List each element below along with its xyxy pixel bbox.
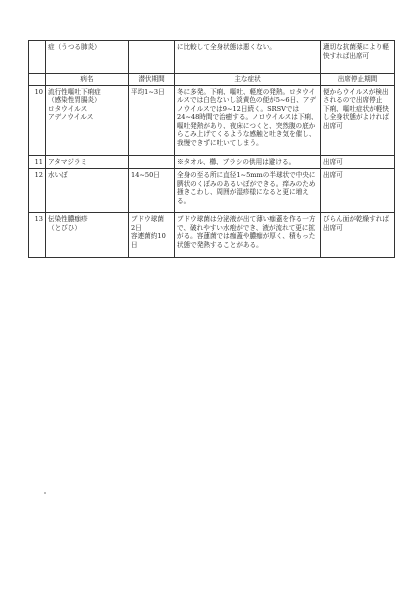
scan-speck — [44, 492, 46, 494]
attendance-suspension: びらん面が乾燥すれば出席可 — [321, 213, 395, 258]
incubation-cell — [129, 41, 175, 74]
table-row — [29, 155, 395, 169]
attendance-suspension: 出席可 — [321, 155, 395, 169]
header-symptoms: 主な症状 — [175, 74, 321, 86]
row-number: 13 — [29, 213, 46, 258]
symptoms-cell: に比較して全身状態は悪くない。 — [175, 41, 321, 74]
header-disease-name: 病名 — [46, 74, 129, 86]
main-symptoms: ※タオル、櫛、ブラシの供用は避ける。 — [175, 155, 321, 169]
main-symptoms: 全身の至る所に直径1~5mmの半球状で中央に臍状のくぼみのあるいぼができる。痒みのため掻きこわし、周囲が湿疹様になると更に増える。 — [175, 169, 321, 213]
header-incubation: 潜伏期間 — [129, 74, 175, 86]
header-number-cell — [29, 74, 46, 86]
main-symptoms: ブドウ球菌は分泌液が出て薄い痂蓋を作る一方で、破れやすい水疱ができ、液が流れて更に拡がる。容蓮菌では痂蓋や膿痂が厚く、積もった状態で発熱することがある。 — [175, 213, 321, 258]
attendance-suspension: 便からウイルスが検出されるので出席停止 下痢、嘔吐症状が軽快し全身状態がよければ出席可 — [321, 85, 395, 155]
attendance-suspension: 出席可 — [321, 169, 395, 213]
table-row — [29, 213, 395, 258]
disease-name: 水いぼ — [46, 169, 129, 213]
row-number: 11 — [29, 155, 46, 169]
row-number: 12 — [29, 169, 46, 213]
attendance-cell: 適切な抗菌薬により軽快すれば出席可 — [321, 41, 395, 74]
disease-name-cell: 症（うつる肺炎） — [46, 41, 129, 74]
disease-table — [28, 40, 395, 258]
incubation-period — [129, 155, 175, 169]
disease-name: 流行性嘔吐下痢症 （感染性胃腸炎） ロタウイルス アデノウイルス — [46, 85, 129, 155]
incubation-period: 14~50日 — [129, 169, 175, 213]
header-attendance: 出席停止期間 — [321, 74, 395, 86]
table-row — [29, 85, 395, 155]
disease-name: アタマジラミ — [46, 155, 129, 169]
disease-name: 伝染性膿痂疹 （とびひ） — [46, 213, 129, 258]
main-symptoms: 冬に多発。下痢、嘔吐、軽度の発熱。ロタウイルスでは白色ないし淡黄色の便が5~6日、アデノウイルスでは9~12日続く。SRSVでは24~48時間で治癒する。ノロウイルスは下痢、嘔吐発熱があり、夜床につくと、突然腹の底からこみ上げてくるような感触と吐き気を催し、我慢できずに吐いてしまう。 — [175, 85, 321, 155]
table-header-row — [29, 74, 395, 86]
row-number-cell — [29, 41, 46, 74]
incubation-period: 平均1~3日 — [129, 85, 175, 155]
table-row — [29, 169, 395, 213]
row-number: 10 — [29, 85, 46, 155]
table-row-continued — [29, 41, 395, 74]
incubation-period: ブドウ球菌 2日 容連菌約10日 — [129, 213, 175, 258]
